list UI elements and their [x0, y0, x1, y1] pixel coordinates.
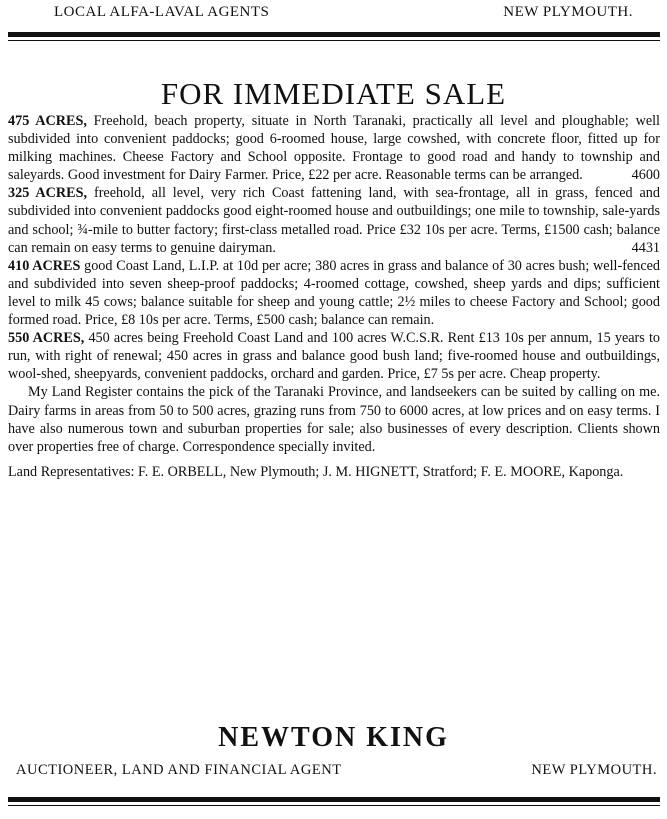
listing-acres: 550 ACRES, [8, 330, 85, 347]
land-representatives: Land Representatives: F. E. ORBELL, New Plymouth; J. M. HIGNETT, Stratford; F. E. MOORE, Kaponga. [8, 463, 624, 480]
listing-acres: 410 ACRES [8, 257, 81, 274]
listing-410 [8, 257, 660, 329]
company-name: NEWTON KING [218, 722, 449, 753]
bottom-rule-thick [8, 797, 660, 802]
listing-325 [8, 184, 660, 256]
top-rule-thick [8, 32, 660, 37]
page-title: FOR IMMEDIATE SALE [160, 76, 507, 111]
listing-550 [8, 329, 660, 383]
bottom-rule-thin [8, 805, 660, 806]
footer-occupation: AUCTIONEER, LAND AND FINANCIAL AGENT [16, 762, 342, 778]
header-agents: LOCAL ALFA-LAVAL AGENTS [54, 4, 270, 20]
listing-text: freehold, all level, very rich Coast fattening land, with sea-frontage, all in grass, fenced and subdivided into convenient paddocks good eight-roomed house and outbuildings; one mile to township, sale-yards and school; ¾-mile to butter factory; first-class metalled road. Price £32 10s per acre. Terms, £1500 cash; balance can remain on easy terms to genuine dairyman. [8, 185, 660, 256]
listing-ref: 4600 [631, 167, 660, 184]
listing-text: good Coast Land, L.I.P. at 10d per acre; 380 acres in grass and balance of 30 acres bush; well-fenced and subdivided into seven sheep-proof paddocks; 4-roomed cottage, cowshed, sheep yards and dips; sufficient level to milk 45 cows; balance suitable for sheep and young cattle; 2½ miles to cheese Factory and School; good formed road. Price, £8 10s per acre. Terms, £500 cash; balance can remain. [8, 257, 661, 329]
advertisement-body [8, 112, 660, 481]
listing-text: 450 acres being Freehold Coast Land and 100 acres W.C.S.R. Rent £13 10s per annum, 15 years to run, with right of renewal; 450 acres in grass and balance good bush land; five-roomed house and outbuildings, wool-shed, sheepyards, convenient paddocks, orchard and garden. Price, £7 5s per acre. Cheap property. [8, 330, 660, 383]
listing-ref: 4431 [631, 239, 660, 256]
top-rule-thin [8, 40, 660, 41]
header-location: NEW PLYMOUTH. [503, 4, 633, 20]
listing-text: Freehold, beach property, situate in North Taranaki, practically all level and ploughable; well subdivided into convenient paddocks; good 6-roomed house, large cowshed, with concrete floor, fitted up for milking machines. Cheese Factory and School opposite. Frontage to good road and handy to township and saleyards. Good investment for Dairy Farmer. Price, £22 per acre. Reasonable terms can be arranged. [8, 113, 660, 184]
footer-location: NEW PLYMOUTH. [531, 762, 657, 778]
listing-acres: 325 ACRES, [8, 185, 88, 202]
listing-475 [8, 112, 660, 184]
listing-acres: 475 ACRES, [8, 113, 87, 129]
land-register-paragraph: My Land Register contains the pick of the Taranaki Province, and landseekers can be suited by calling on me. Dairy farms in areas from 50 to 500 acres, grazing runs from 750 to 6000 acres, at low prices and on easy terms. I have also numerous town and suburban properties for sale; also businesses of every description. Clients shown over properties free of charge. Correspondence specially invited. [8, 384, 660, 455]
